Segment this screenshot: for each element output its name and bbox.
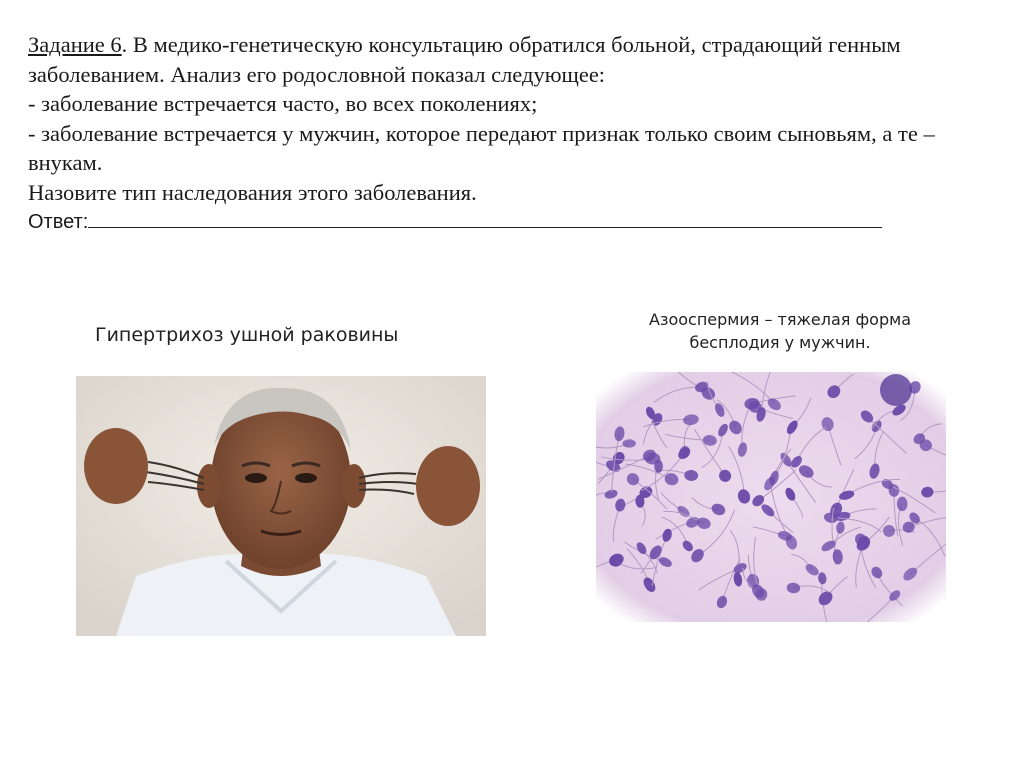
- answer-label: Ответ:: [28, 211, 89, 233]
- right-image-caption: [600, 308, 960, 354]
- answer-line: [28, 208, 958, 236]
- photo-man-ear-hair-icon: [76, 376, 486, 636]
- task-item-2: - заболевание встречается у мужчин, которое передают признак только своим сыновьям, а те – внукам.: [28, 120, 935, 175]
- answer-blank[interactable]: [88, 209, 882, 228]
- micrograph-sperm-cells-icon: [596, 372, 946, 622]
- left-image-caption: Гипертрихоз ушной раковины: [95, 324, 399, 346]
- right-caption-line-1: Азооспермия – тяжелая форма: [649, 310, 911, 329]
- task-title: Задание 6: [28, 32, 122, 57]
- right-caption-line-2: бесплодия у мужчин.: [689, 333, 871, 352]
- task-item-1: - заболевание встречается часто, во всех поколениях;: [28, 91, 538, 116]
- task-question: Назовите тип наследования этого заболевания.: [28, 179, 477, 205]
- task-text: [28, 30, 958, 236]
- task-intro: . В медико-генетическую консультацию обратился больной, страдающий генным заболеванием. Анализ его родословной показал следующее:: [28, 32, 901, 87]
